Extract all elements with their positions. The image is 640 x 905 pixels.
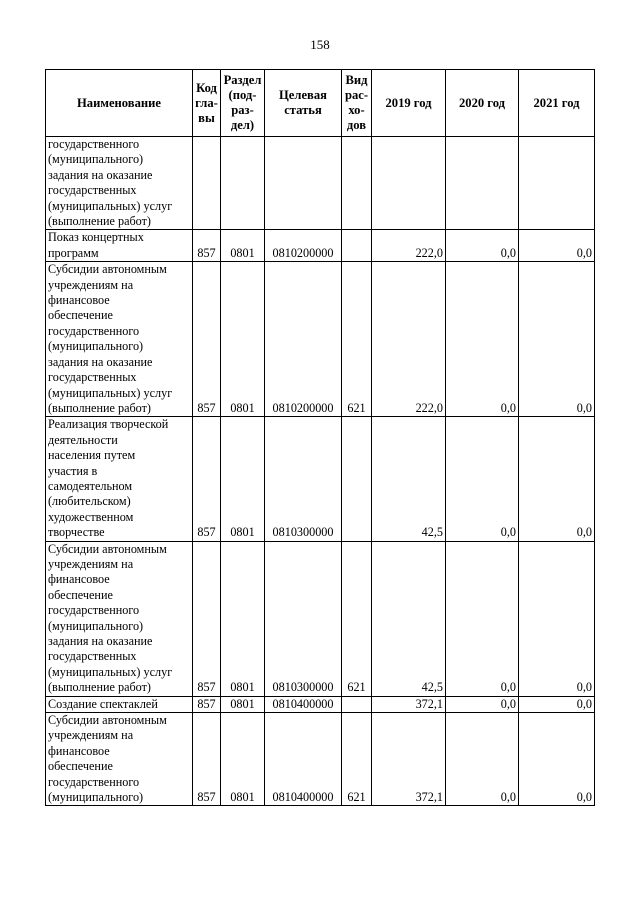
cell-2021: 0,0 bbox=[519, 541, 595, 696]
cell-2019: 222,0 bbox=[372, 230, 446, 262]
table-row bbox=[46, 713, 595, 806]
cell-name: Субсидии автономным учреждениям на финансовое обеспечение государственного (муниципального) задания на оказание государственных (муниципальных) услуг (выполнение работ) bbox=[46, 262, 193, 417]
cell-code bbox=[193, 137, 221, 230]
cell-target: 0810400000 bbox=[265, 696, 342, 712]
cell-section: 0801 bbox=[221, 713, 265, 806]
cell-2021: 0,0 bbox=[519, 417, 595, 541]
cell-target: 0810200000 bbox=[265, 230, 342, 262]
cell-target: 0810300000 bbox=[265, 541, 342, 696]
cell-code: 857 bbox=[193, 262, 221, 417]
cell-2019 bbox=[372, 137, 446, 230]
cell-2020: 0,0 bbox=[446, 262, 519, 417]
header-2020: 2020 год bbox=[446, 70, 519, 137]
cell-2020 bbox=[446, 137, 519, 230]
cell-kind bbox=[342, 696, 372, 712]
header-section: Раздел (под- раз- дел) bbox=[221, 70, 265, 137]
header-row bbox=[46, 70, 595, 137]
cell-section bbox=[221, 137, 265, 230]
cell-code: 857 bbox=[193, 713, 221, 806]
cell-name: государственного (муниципального) задания на оказание государственных (муниципальных) услуг (выполнение работ) bbox=[46, 137, 193, 230]
cell-2020: 0,0 bbox=[446, 713, 519, 806]
cell-name: Субсидии автономным учреждениям на финансовое обеспечение государственного (муниципального) задания на оказание государственных (муниципальных) услуг (выполнение работ) bbox=[46, 541, 193, 696]
table-row bbox=[46, 541, 595, 696]
table-row bbox=[46, 696, 595, 712]
cell-name: Субсидии автономным учреждениям на финансовое обеспечение государственного (муниципального) bbox=[46, 713, 193, 806]
cell-kind: 621 bbox=[342, 541, 372, 696]
cell-kind: 621 bbox=[342, 713, 372, 806]
header-2019: 2019 год bbox=[372, 70, 446, 137]
cell-section: 0801 bbox=[221, 541, 265, 696]
cell-code: 857 bbox=[193, 541, 221, 696]
cell-code: 857 bbox=[193, 696, 221, 712]
cell-2021 bbox=[519, 137, 595, 230]
cell-2019: 222,0 bbox=[372, 262, 446, 417]
table-row bbox=[46, 417, 595, 541]
cell-2019: 42,5 bbox=[372, 541, 446, 696]
table-row bbox=[46, 137, 595, 230]
header-code: Код гла- вы bbox=[193, 70, 221, 137]
cell-name: Создание спектаклей bbox=[46, 696, 193, 712]
header-name: Наименование bbox=[46, 70, 193, 137]
cell-target: 0810300000 bbox=[265, 417, 342, 541]
cell-section: 0801 bbox=[221, 417, 265, 541]
cell-kind bbox=[342, 417, 372, 541]
cell-code: 857 bbox=[193, 230, 221, 262]
cell-kind bbox=[342, 230, 372, 262]
header-kind: Вид рас- хо- дов bbox=[342, 70, 372, 137]
table-row bbox=[46, 262, 595, 417]
cell-2021: 0,0 bbox=[519, 230, 595, 262]
cell-section: 0801 bbox=[221, 230, 265, 262]
cell-2019: 372,1 bbox=[372, 713, 446, 806]
cell-2020: 0,0 bbox=[446, 541, 519, 696]
page-number: 158 bbox=[310, 37, 330, 52]
cell-2021: 0,0 bbox=[519, 713, 595, 806]
cell-section: 0801 bbox=[221, 696, 265, 712]
budget-table bbox=[45, 69, 595, 806]
cell-target bbox=[265, 137, 342, 230]
cell-target: 0810200000 bbox=[265, 262, 342, 417]
cell-2020: 0,0 bbox=[446, 230, 519, 262]
cell-code: 857 bbox=[193, 417, 221, 541]
cell-2020: 0,0 bbox=[446, 696, 519, 712]
cell-2020: 0,0 bbox=[446, 417, 519, 541]
cell-2021: 0,0 bbox=[519, 696, 595, 712]
cell-2019: 42,5 bbox=[372, 417, 446, 541]
cell-name: Реализация творческой деятельности населения путем участия в самодеятельном (любительском) художественном творчестве bbox=[46, 417, 193, 541]
cell-name: Показ концертных программ bbox=[46, 230, 193, 262]
header-target: Целевая статья bbox=[265, 70, 342, 137]
table-row bbox=[46, 230, 595, 262]
cell-kind bbox=[342, 137, 372, 230]
cell-section: 0801 bbox=[221, 262, 265, 417]
cell-target: 0810400000 bbox=[265, 713, 342, 806]
header-2021: 2021 год bbox=[519, 70, 595, 137]
cell-kind: 621 bbox=[342, 262, 372, 417]
cell-2021: 0,0 bbox=[519, 262, 595, 417]
cell-2019: 372,1 bbox=[372, 696, 446, 712]
